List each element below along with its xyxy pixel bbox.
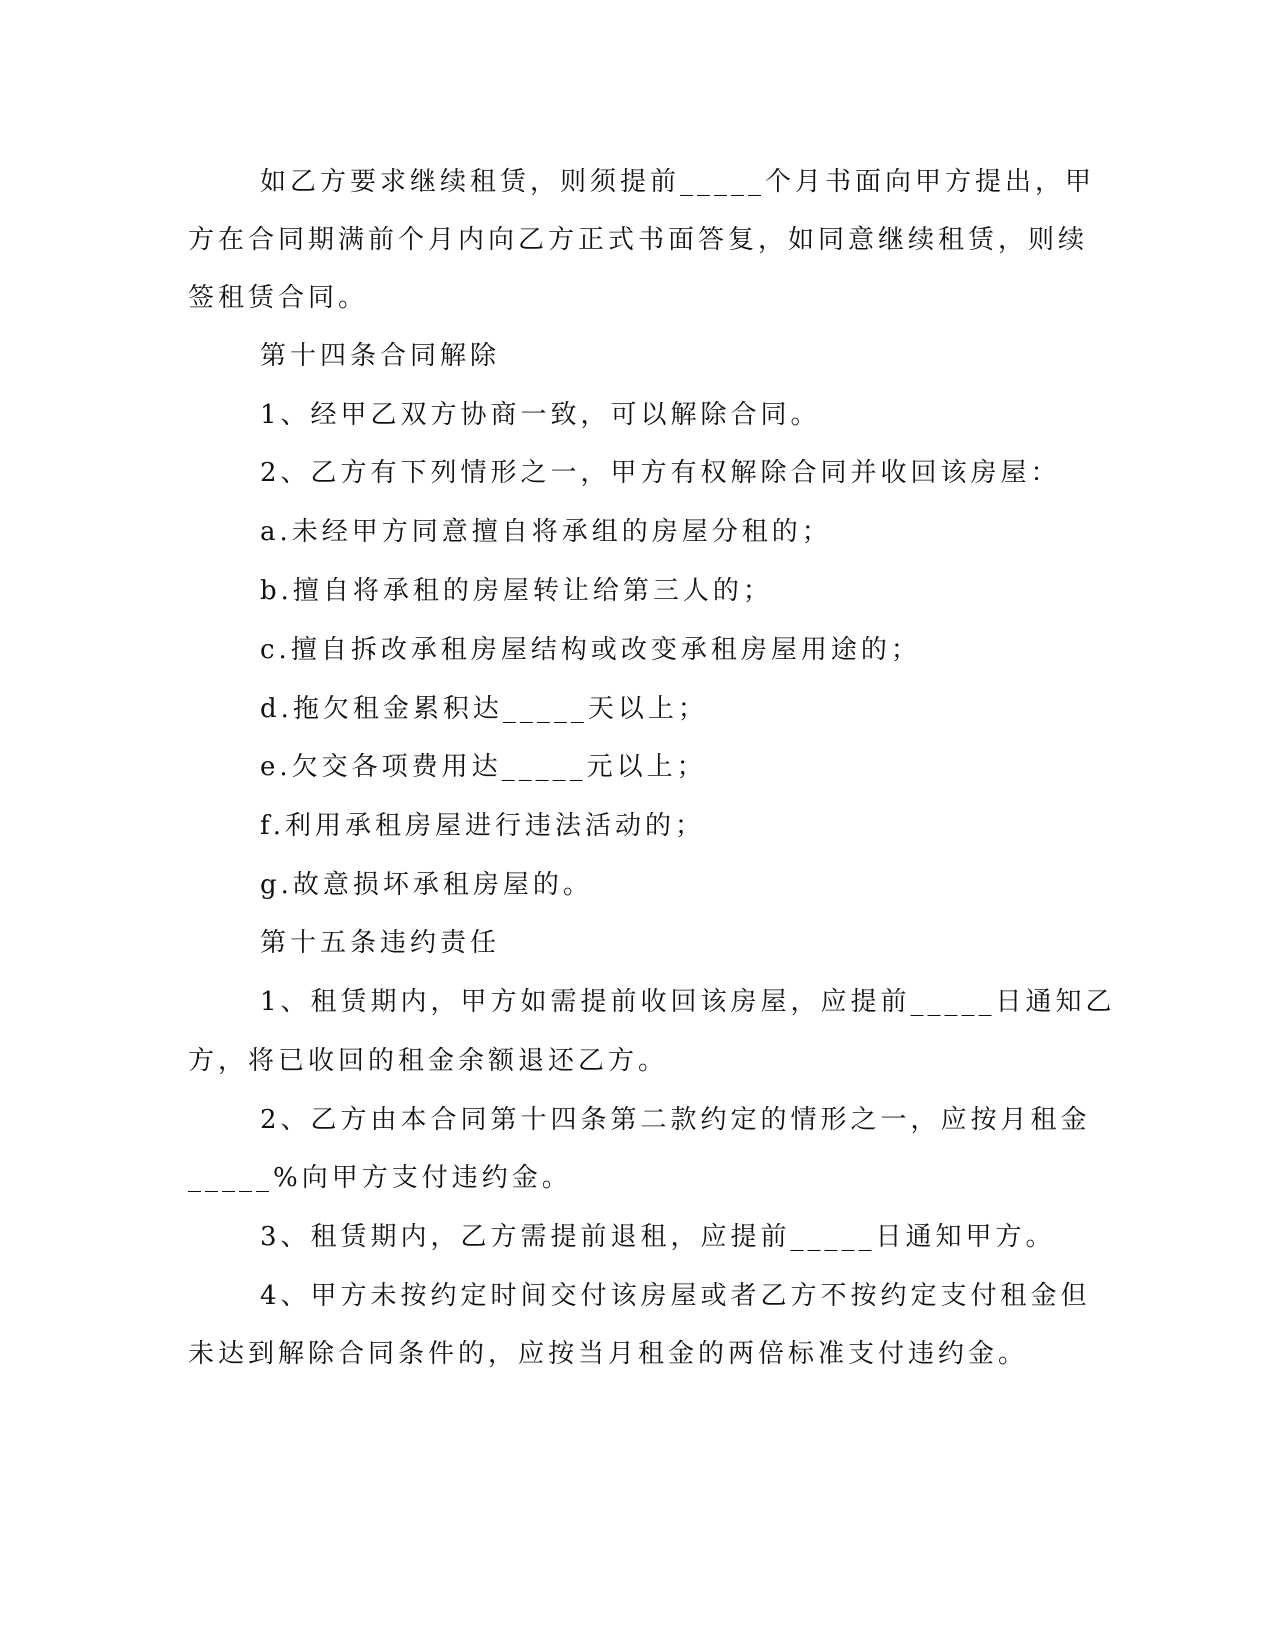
paragraph-line: 签租赁合同。: [188, 283, 369, 313]
paragraph-line: 如乙方要求继续租赁，则须提前_____个月书面向甲方提出，甲: [260, 167, 1096, 197]
list-item: b.擅自将承租的房屋转让给第三人的；: [260, 576, 773, 606]
clause-line: 2、乙方由本合同第十四条第二款约定的情形之一，应按月租金: [260, 1105, 1091, 1135]
list-item: c.擅自拆改承租房屋结构或改变承租房屋用途的；: [260, 635, 921, 665]
section-heading: 第十五条违约责任: [260, 928, 501, 958]
list-item: f.利用承租房屋进行违法活动的；: [260, 811, 705, 841]
list-item: a.未经甲方同意擅自将承组的房屋分租的；: [260, 517, 832, 547]
list-item: d.拖欠租金累积达_____天以上；: [260, 694, 708, 724]
clause-line: 1、经甲乙双方协商一致，可以解除合同。: [260, 400, 821, 430]
list-item: e.欠交各项费用达_____元以上；: [260, 752, 707, 782]
paragraph-line: _____%向甲方支付违约金。: [188, 1163, 572, 1193]
section-heading: 第十四条合同解除: [260, 341, 501, 371]
clause-line: 3、租赁期内，乙方需提前退租，应提前_____日通知甲方。: [260, 1222, 1056, 1252]
paragraph-line: 未达到解除合同条件的，应按当月租金的两倍标准支付违约金。: [188, 1339, 1029, 1369]
paragraph-line: 方在合同期满前个月内向乙方正式书面答复，如同意继续租赁，则续: [188, 225, 1089, 255]
clause-line: 1、租赁期内，甲方如需提前收回该房屋，应提前_____日通知乙: [260, 987, 1116, 1017]
list-item: g.故意损坏承租房屋的。: [260, 870, 593, 900]
clause-line: 4、甲方未按约定时间交付该房屋或者乙方不按约定支付租金但: [260, 1281, 1091, 1311]
paragraph-line: 方，将已收回的租金余额退还乙方。: [188, 1046, 669, 1076]
clause-line: 2、乙方有下列情形之一，甲方有权解除合同并收回该房屋：: [260, 458, 1061, 488]
